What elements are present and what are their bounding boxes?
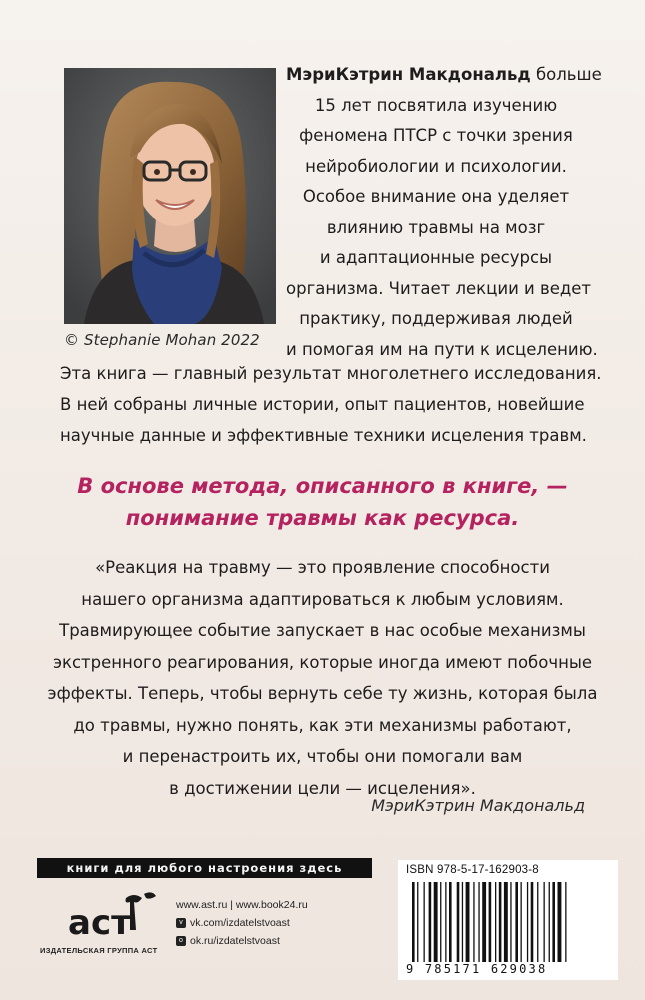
- bio-line-1: МэриКэтрин Макдональд больше: [286, 65, 602, 84]
- publisher-slogan: книги для любого настроения здесь: [37, 858, 372, 878]
- bio-line-5: Особое внимание она уделяет: [302, 187, 570, 206]
- description-line: В ней собраны личные истории, опыт пациентов, новейшие: [60, 395, 585, 414]
- quote-line: экстренного реагирования, которые иногда имеют побочные: [52, 652, 593, 672]
- quote-line: Травмирующее событие запускает в нас особые механизмы: [59, 621, 586, 640]
- link-vk[interactable]: [176, 914, 376, 932]
- ok-icon: o: [176, 936, 186, 946]
- quote-line: эффекты. Теперь, чтобы вернуть себе ту жизнь, которая была: [47, 684, 598, 703]
- author-photo: [64, 68, 276, 324]
- bio-line-2: 15 лет посвятила изучению: [314, 95, 558, 115]
- book-description: [60, 358, 602, 451]
- bio-line-8: организма. Читает лекции и ведет: [286, 278, 592, 298]
- author-bio: [286, 60, 602, 365]
- quote-line: нашего организма адаптироваться к любым условиям.: [81, 589, 564, 609]
- ok-label: ok.ru/izdatelstvoast: [190, 935, 280, 947]
- quote-line: до травмы, нужно понять, как эти механизмы работают,: [73, 715, 572, 735]
- vk-icon: v: [176, 918, 186, 928]
- publisher-name: ИЗДАТЕЛЬСКАЯ ГРУППА АСТ: [40, 946, 158, 955]
- bio-line-4: нейробиологии и психологии.: [305, 156, 567, 176]
- author-name: МэриКэтрин Макдональд: [286, 65, 531, 84]
- vk-label: vk.com/izdatelstvoast: [190, 917, 290, 929]
- link-website[interactable]: [176, 896, 376, 914]
- website-label: www.ast.ru | www.book24.ru: [176, 899, 308, 911]
- publisher-links: [176, 896, 376, 950]
- bio-line-7: и адаптационные ресурсы: [319, 248, 553, 267]
- barcode-digits: 9 785171 629038: [406, 962, 548, 976]
- quote-line: и перенастроить их, чтобы они помогали вам: [122, 747, 523, 766]
- description-line: научные данные и эффективные техники исцеления травм.: [60, 426, 587, 445]
- photo-credit: © Stephanie Mohan 2022: [64, 331, 260, 349]
- quote-signature: МэриКэтрин Макдональд: [371, 796, 585, 815]
- barcode-image: [410, 882, 610, 962]
- quote-line: в достижении цели — исцеления».: [169, 778, 476, 798]
- bio-line-6: влиянию травмы на мозг: [326, 217, 546, 237]
- bio-line-9: практику, поддерживая людей: [299, 309, 573, 328]
- pull-quote: [0, 470, 645, 534]
- link-ok[interactable]: [176, 932, 376, 950]
- quote-line: «Реакция на травму — это проявление способности: [95, 558, 550, 577]
- bio-line-3: феномена ПТСР с точки зрения: [299, 126, 573, 145]
- barcode-panel: [398, 860, 618, 980]
- isbn-number: ISBN 978-5-17-162903-8: [406, 864, 539, 876]
- author-quote: [0, 552, 645, 804]
- bio-line-10: и помогая им на пути к исцелению.: [286, 339, 598, 359]
- ast-logo-icon: [64, 890, 164, 946]
- description-line: Эта книга — главный результат многолетнего исследования.: [60, 364, 602, 383]
- pull-quote-line: понимание травмы как ресурса.: [125, 506, 520, 530]
- svg-text:аст: аст: [68, 903, 131, 943]
- pull-quote-line: В основе метода, описанного в книге, —: [77, 474, 568, 498]
- author-portrait-image: [64, 68, 276, 324]
